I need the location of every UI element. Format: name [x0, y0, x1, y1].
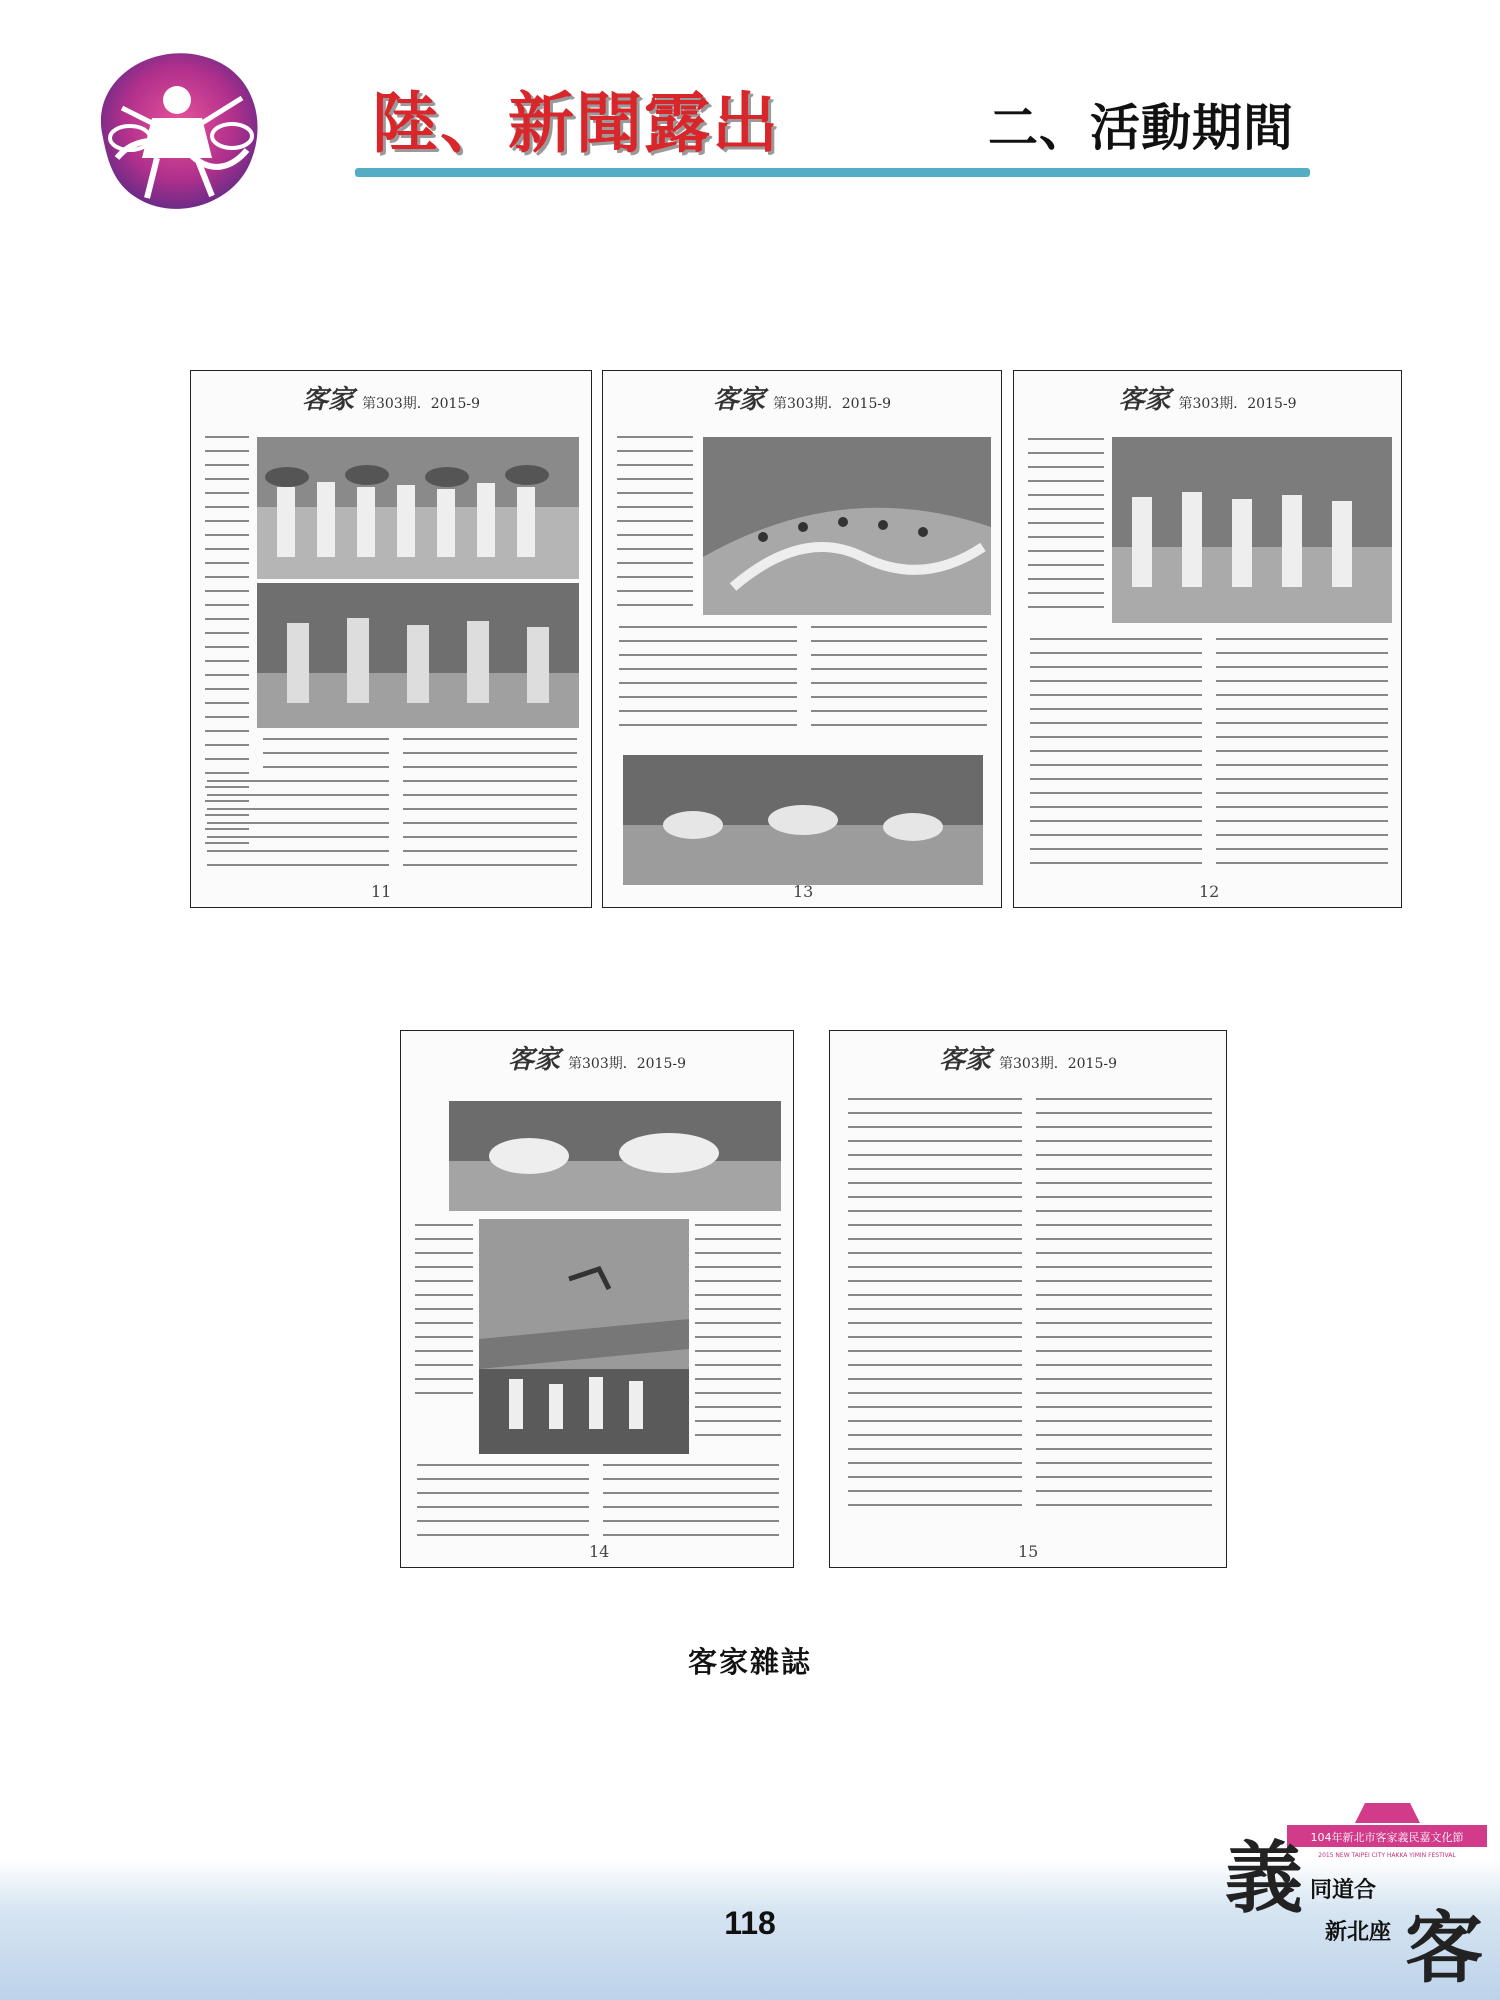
scan-masthead: 客家 第303期．2015-9 — [712, 385, 891, 415]
scan-page-number: 14 — [589, 1542, 610, 1561]
scan-page-number: 12 — [1199, 882, 1220, 901]
scan-page-number: 11 — [371, 882, 392, 901]
acrobat-performance-photo — [479, 1219, 689, 1454]
magazine-scan-page-13 — [602, 370, 1002, 908]
festival-slogan-2: 新北座 — [1325, 1920, 1392, 1945]
festival-banner-en-text: 2015 NEW TAIPEI CITY HAKKA YIMIN FESTIVAL — [1318, 1852, 1456, 1859]
scan-masthead: 客家 第303期．2015-9 — [938, 1045, 1117, 1075]
article-text — [413, 1459, 783, 1549]
festival-banner-text: 104年新北市客家義民嘉文化節 — [1310, 1831, 1464, 1844]
scan-page-number: 15 — [1018, 1542, 1039, 1561]
parade-photo — [257, 583, 579, 728]
lion-dance-photo — [623, 755, 983, 885]
hakka-dancer-logo-icon — [82, 38, 272, 223]
article-text — [1026, 433, 1106, 623]
festival-logo-icon — [1215, 1795, 1490, 1995]
header-rule — [355, 168, 1310, 177]
magazine-scan-page-12 — [1013, 370, 1402, 908]
scan-masthead: 客家 第303期．2015-9 — [1118, 385, 1297, 415]
performers-photo — [1112, 437, 1392, 623]
page-number: 118 — [724, 1905, 776, 1941]
subsection-title: 二、活動期間 — [988, 99, 1294, 157]
magazine-scan-page-15 — [829, 1030, 1227, 1568]
lion-dance-photo — [449, 1101, 781, 1211]
scan-masthead: 客家 第303期．2015-9 — [301, 385, 480, 415]
article-text — [203, 733, 581, 873]
figure-caption: 客家雜誌 — [687, 1645, 812, 1679]
magazine-scan-page-14 — [400, 1030, 794, 1568]
scan-page-number: 13 — [793, 882, 814, 901]
festival-slogan-1: 同道合 — [1310, 1878, 1377, 1903]
article-text — [615, 621, 991, 751]
scan-masthead: 客家 第303期．2015-9 — [507, 1045, 686, 1075]
section-title: 陸、新聞露出 — [372, 84, 780, 162]
festival-big-char-1: 義 — [1225, 1833, 1304, 1924]
article-text — [615, 431, 695, 621]
article-text — [844, 1093, 1216, 1543]
article-text — [413, 1219, 475, 1399]
article-text — [693, 1219, 783, 1454]
magazine-scan-page-11 — [190, 370, 592, 908]
festival-big-char-2: 客 — [1405, 1903, 1484, 1994]
dragon-dance-photo — [703, 437, 991, 615]
article-text — [1026, 633, 1392, 883]
parade-photo — [257, 437, 579, 579]
